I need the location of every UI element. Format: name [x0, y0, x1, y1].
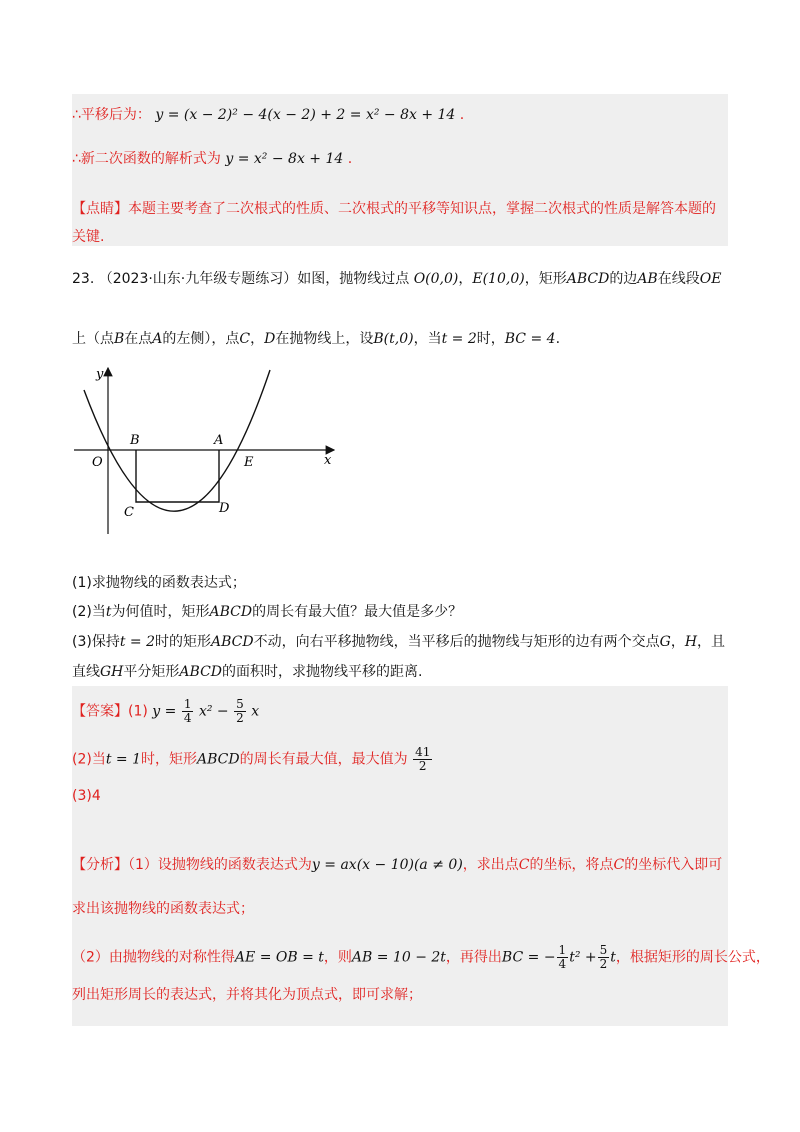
label-y: y	[96, 367, 104, 382]
label-E: E	[244, 455, 254, 470]
problem-source: （2023·山东·九年级专题练习）	[98, 271, 298, 287]
new-function-formula: y = x² − 8x + 14	[225, 151, 344, 167]
analysis-line-1: 【分析】（1）设抛物线的函数表达式为y = ax(x − 10)(a ≠ 0)，求出点C的坐标，将点C的坐标代入即可	[72, 857, 723, 873]
label-B: B	[130, 433, 140, 448]
label-O: O	[92, 455, 103, 470]
fraction-41-halves: $\frac{41}{2}$	[415, 745, 431, 773]
shift-formula: y = (x − 2)² − 4(x − 2) + 2 = x² − 8x + 14	[155, 107, 456, 123]
label-D: D	[219, 501, 230, 516]
answer-1: 【答案】(1) y = $\frac{1}{4}$ x² − $\frac{5}{2}$ x	[72, 697, 260, 725]
analysis-tag: 【分析】	[72, 857, 128, 873]
label-A: A	[214, 433, 224, 448]
question-2: (2)当t为何值时，矩形ABCD的周长有最大值？最大值是多少？	[72, 604, 463, 620]
shift-result-line: ∴平移后为： y = (x − 2)² − 4(x − 2) + 2 = x² − 8x + 14 .	[72, 107, 465, 123]
analysis-line-3: （2）由抛物线的对称性得AE = OB = t，则AB = 10 − 2t，再得出BC = − $\frac{1}{4}$ t² + $\frac{5}{2}$ t，根据矩形的周长公式，	[72, 943, 770, 971]
answer-2: (2)当t = 1时，矩形ABCD的周长有最大值，最大值为 $\frac{41}{2}$	[72, 745, 431, 773]
note-tag: 【点睛】	[72, 201, 128, 217]
fraction-five-halves: $\frac{5}{2}$	[236, 697, 244, 725]
new-function-line: ∴新二次函数的解析式为 y = x² − 8x + 14 .	[72, 151, 353, 167]
fraction-five-halves-2: $\frac{5}{2}$	[599, 943, 608, 971]
analysis-line-4: 列出矩形周长的表达式，并将其化为顶点式，即可求解；	[72, 987, 422, 1003]
label-x: x	[324, 453, 332, 468]
problem-line-1: 23. （2023·山东·九年级专题练习）如图，抛物线过点 O(0,0)，E(10,0)，矩形ABCD的边AB在线段OE	[72, 271, 722, 287]
fraction-one-quarter-2: $\frac{1}{4}$	[558, 943, 567, 971]
label-C: C	[124, 505, 134, 520]
answer-tag: 【答案】	[72, 703, 128, 720]
parabola-figure	[72, 362, 352, 542]
question-3-line-1: (3)保持t = 2时的矩形ABCD不动，向右平移抛物线，当平移后的抛物线与矩形的边有两个交点G，H，且	[72, 634, 726, 650]
answer-block	[72, 686, 770, 1026]
fraction-one-quarter: $\frac{1}{4}$	[183, 697, 192, 725]
question-1: (1)求抛物线的函数表达式；	[72, 575, 246, 591]
note-line-1: 【点睛】本题主要考查了二次根式的性质、二次根式的平移等知识点，掌握二次根式的性质是解答本题的	[72, 201, 716, 217]
problem-line-2: 上（点B在点A的左侧），点C，D在抛物线上，设B(t,0)，当t = 2时，BC = 4.	[72, 331, 561, 347]
problem-number: 23.	[72, 271, 95, 287]
answer-3: (3)4	[72, 788, 101, 804]
question-3-line-2: 直线GH平分矩形ABCD的面积时，求抛物线平移的距离.	[72, 664, 423, 680]
analysis-line-2: 求出该抛物线的函数表达式；	[72, 901, 254, 917]
note-line-2: 关键.	[72, 229, 105, 245]
prev-solution-block	[72, 94, 728, 246]
parabola-curve	[84, 370, 270, 511]
